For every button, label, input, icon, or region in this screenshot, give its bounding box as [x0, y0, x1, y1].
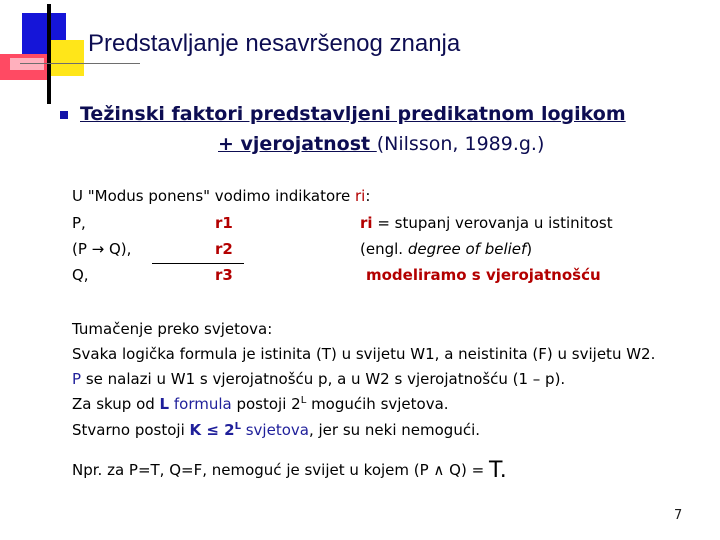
modus-colon: : [365, 187, 371, 205]
row-note-2 [360, 240, 532, 258]
tum-line4-a: Stvarno postoji [72, 421, 190, 439]
tum-line3-a: Za skup od [72, 395, 160, 413]
decor-pink-highlight [10, 58, 44, 70]
tum-line3-b: postoji 2 [231, 395, 301, 413]
row-note-2-prefix: (engl. [360, 240, 408, 258]
decor-vertical-line [47, 4, 51, 104]
tum-line4 [72, 421, 480, 439]
tum-line4-sup: L [234, 421, 241, 432]
decor-yellow-square [48, 40, 84, 76]
tum-title: Tumačenje preko svjetova: [72, 320, 273, 338]
row-note-2-suffix: ) [526, 240, 533, 258]
modus-intro [72, 187, 370, 205]
tum-line4-K: K ≤ 2 [189, 421, 235, 439]
example-text: Npr. za P=T, Q=F, nemoguć je svijet u kojem (P ∧ Q) = [72, 461, 489, 479]
row-2-underline [152, 263, 244, 264]
modus-intro-text: U "Modus ponens" vodimo indikatore [72, 187, 355, 205]
row-ind-1: r1 [215, 214, 233, 232]
main-point-line2 [218, 133, 544, 155]
row-note-3: modeliramo s vjerojatnošću [366, 266, 601, 284]
tum-line2-text: se nalazi u W1 s vjerojatnošću p, a u W2 s vjerojatnošću (1 – p). [81, 370, 566, 388]
row-note-1-ri: ri [360, 214, 373, 232]
row-ind-3: r3 [215, 266, 233, 284]
tum-line2-p: P [72, 370, 82, 388]
modus-ri: ri [354, 187, 366, 205]
tum-line4-svjetova: svjetova [240, 421, 309, 439]
tum-line3-c: mogućih svjetova. [306, 395, 449, 413]
example-T: T. [488, 458, 507, 483]
tum-line3-L: L [159, 395, 170, 413]
decor-horizontal-line [20, 63, 140, 64]
tum-line3-sup: L [300, 395, 307, 406]
row-expr-1: P, [72, 214, 86, 232]
tum-line2 [72, 370, 565, 388]
row-note-1-text: = stupanj verovanja u istinitost [372, 214, 613, 232]
example-line [72, 456, 507, 481]
tum-line3-formula: formula [169, 395, 232, 413]
main-point-underlined: + vjerojatnost [218, 133, 377, 155]
bullet-square-icon [60, 111, 68, 119]
tum-line1: Svaka logička formula je istinita (T) u svijetu W1, a neistinita (F) u svijetu W2. [72, 345, 656, 363]
main-point-citation: (Nilsson, 1989.g.) [376, 133, 545, 155]
row-note-2-italic: degree of belief [407, 240, 527, 258]
row-expr-2: (P → Q), [72, 240, 132, 258]
tum-line4-rest: , jer su neki nemogući. [308, 421, 481, 439]
page-number: 7 [674, 508, 683, 523]
row-ind-2: r2 [215, 240, 233, 258]
row-expr-3: Q, [72, 266, 89, 284]
main-point-line1: Težinski faktori predstavljeni predikatnom logikom [80, 103, 626, 125]
row-note-1 [360, 214, 613, 232]
slide-title: Predstavljanje nesavršenog znanja [88, 30, 461, 57]
tum-line3 [72, 395, 449, 413]
